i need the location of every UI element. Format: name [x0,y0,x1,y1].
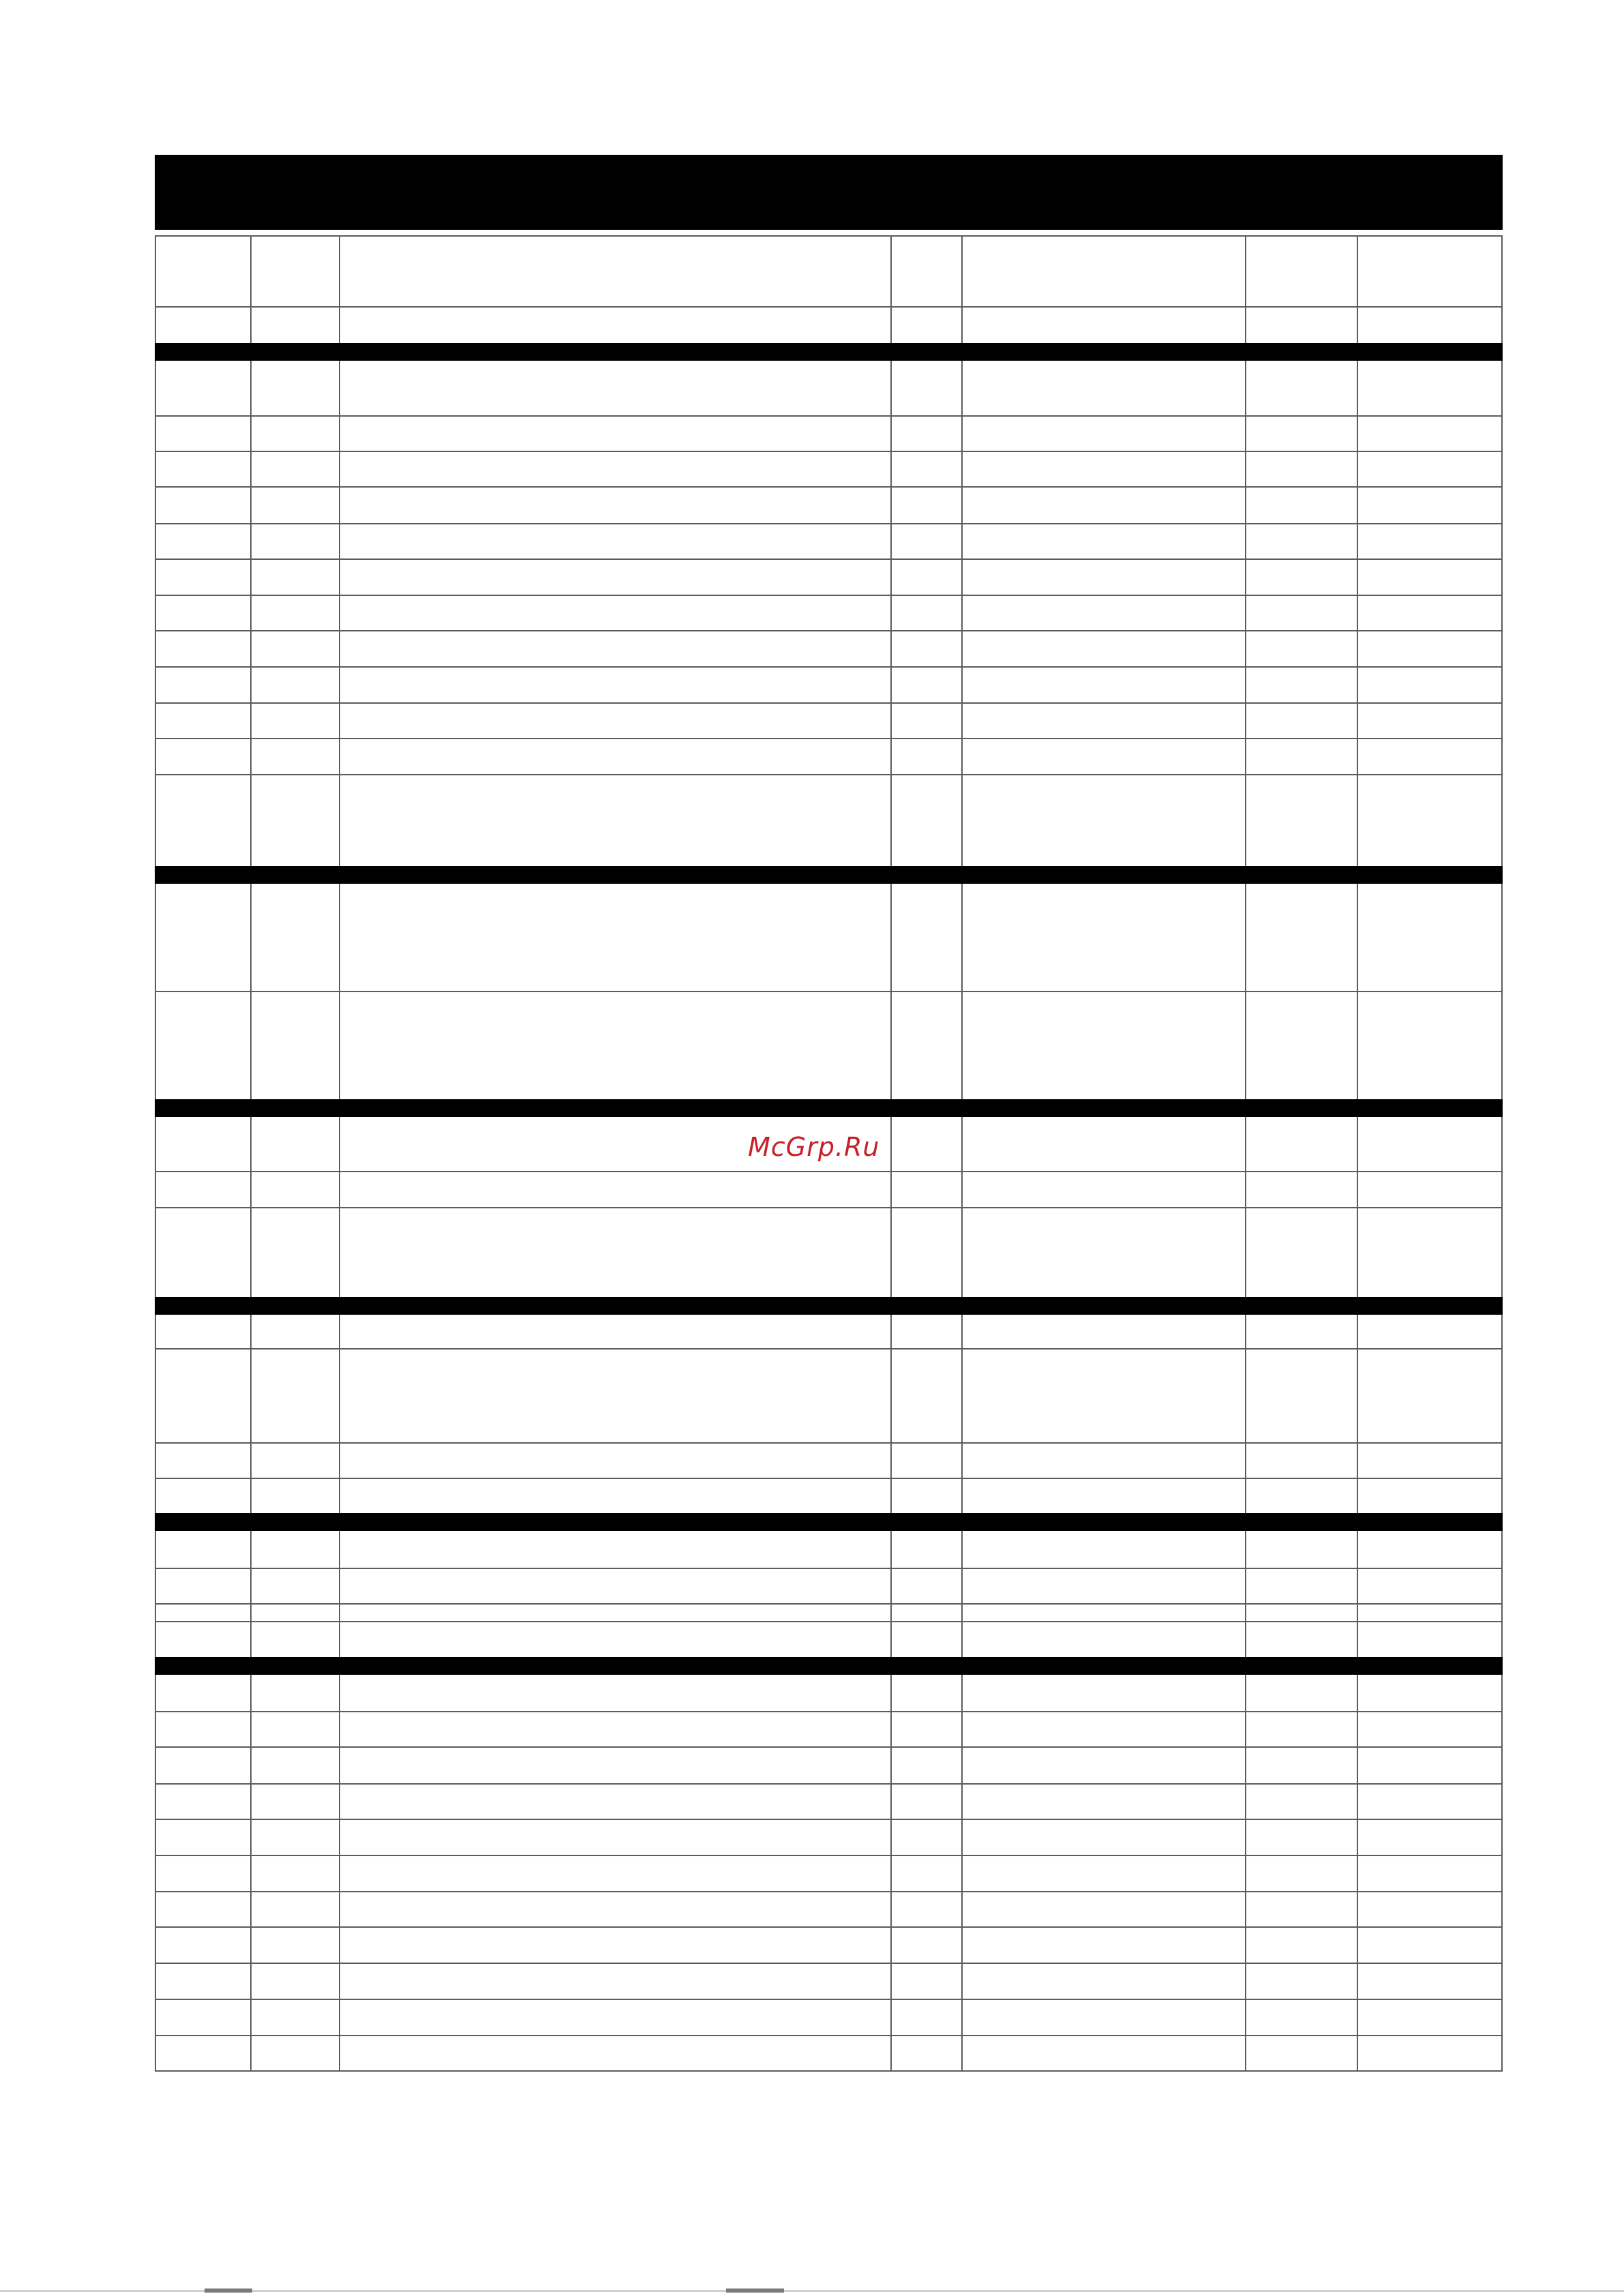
table-row-line [155,486,1503,488]
table-row-line [155,523,1503,524]
table-row-line [155,1819,1503,1820]
table-row-line [155,306,1503,308]
table-row-line [155,1891,1503,1892]
column-divider [1245,235,1246,2072]
table-row-line [155,1999,1503,2000]
section-bar [155,343,1503,361]
table-row-line [155,630,1503,631]
table-row-line [155,1926,1503,1928]
table-row-line [155,1568,1503,1569]
table-row-line [155,1478,1503,1479]
table-row-line [155,2035,1503,2036]
table-row-line [155,595,1503,596]
table-row-line [155,702,1503,704]
section-bar [155,1297,1503,1315]
table-row-line [155,1171,1503,1172]
watermark-text: McGrp.Ru [748,1132,880,1162]
table-row-line [155,1603,1503,1605]
table-row-line [155,1746,1503,1748]
table-row-line [155,1348,1503,1350]
column-divider [250,235,252,2072]
section-bar [155,1657,1503,1675]
table-row-line [155,774,1503,775]
table-row-line [155,991,1503,992]
table-row-line [155,1963,1503,1964]
table-row-line [155,1711,1503,1712]
table-row-line [155,1442,1503,1444]
table-header-bar [155,155,1503,230]
section-bar [155,1099,1503,1117]
table-row-line [155,451,1503,452]
table-row-line [155,1855,1503,1856]
table-row-line [155,738,1503,739]
footer-mark [726,2288,784,2293]
column-divider [1357,235,1358,2072]
table-row-line [155,415,1503,417]
section-bar [155,866,1503,884]
table-row-line [155,1621,1503,1622]
table-row-line [155,666,1503,668]
table-row-line [155,1783,1503,1785]
column-divider [890,235,892,2072]
footer-mark [205,2288,252,2293]
column-divider [961,235,963,2072]
section-bar [155,1513,1503,1531]
table-row-line [155,1207,1503,1208]
column-divider [339,235,340,2072]
table-row-line [155,558,1503,560]
